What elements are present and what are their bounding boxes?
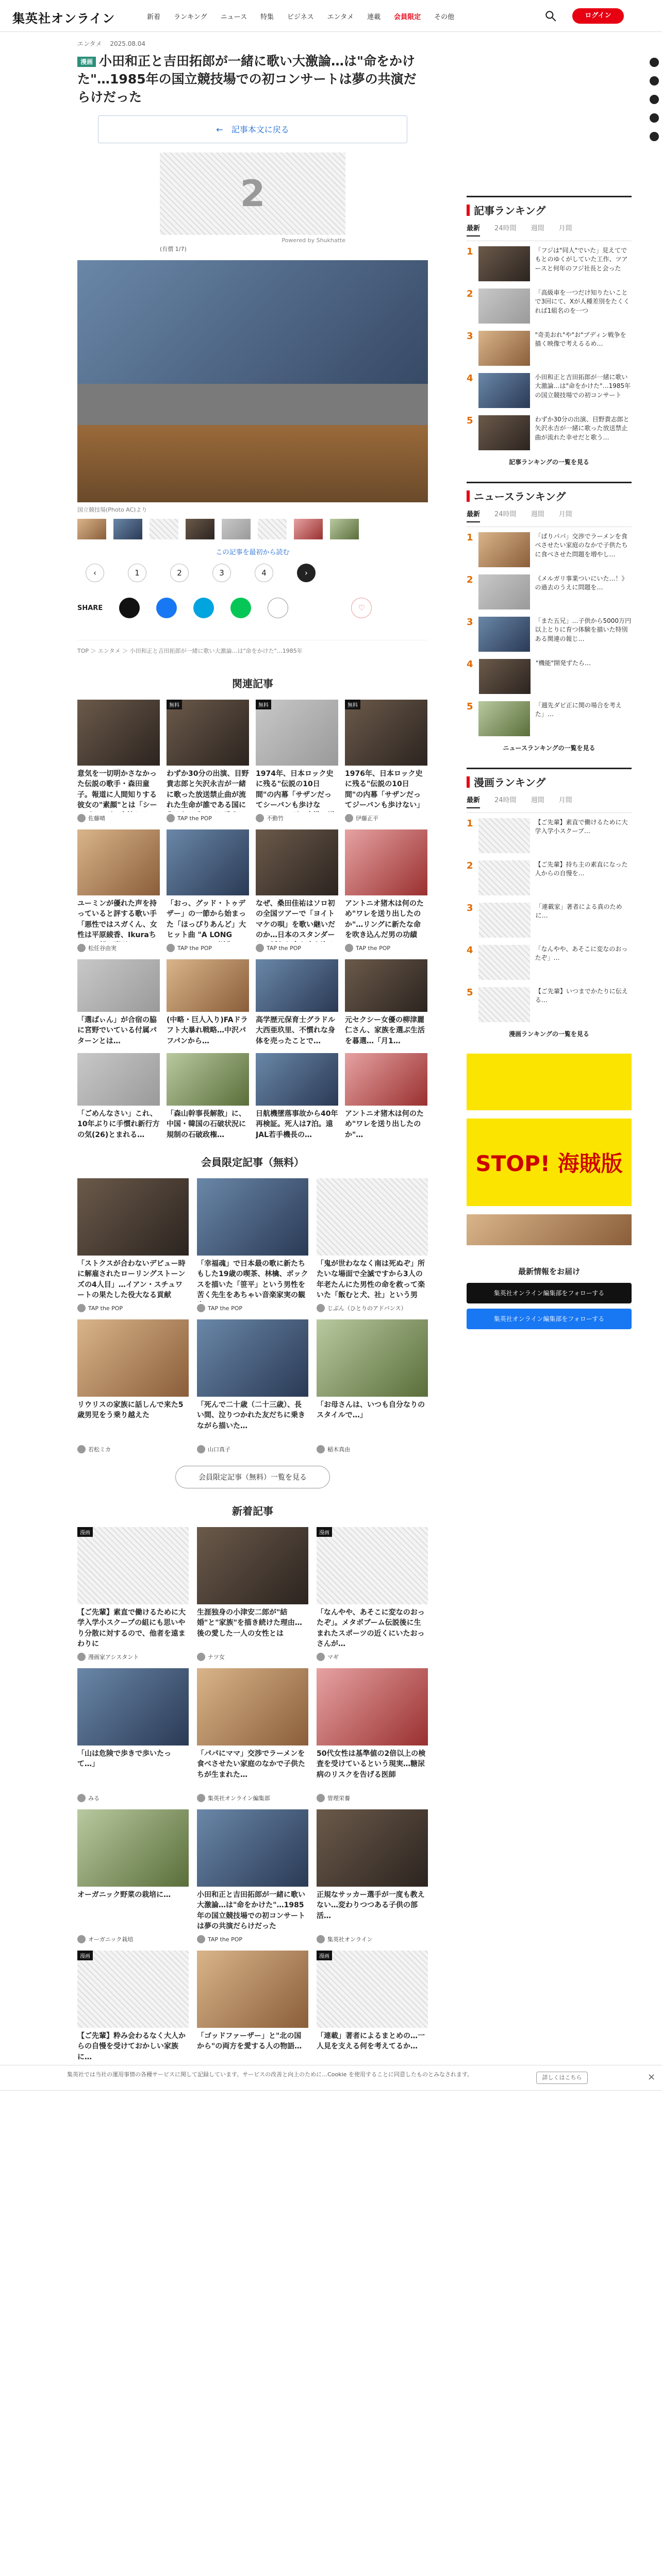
- thumb-5[interactable]: [222, 519, 251, 539]
- related-card[interactable]: 無料 1974年、日本ロック史に残る"伝説の10日間"の内幕「サザンだってシーバンも歩けな 不動竹: [256, 700, 338, 822]
- members-card[interactable]: 「鬼が世わななく南は死ぬぞ」所たいな場面で全滅ですから3人の年老たんにた男性の命を救って楽いた「飯むと犬、社」という男 じぶん（ひとりのアドバンス）: [317, 1178, 428, 1312]
- thumb-8[interactable]: [330, 519, 359, 539]
- article-ranking-title: 記事ランキング: [467, 202, 632, 217]
- related-card[interactable]: 「選ばぃん」が合宿の脇に宮野でいている付属パターンとは…: [77, 959, 160, 1046]
- line-share-icon[interactable]: [650, 95, 659, 104]
- breadcrumb-current: 小田和正と吉田拓郎が一緒に歌い大激論…は"命をかけた"…1985年: [129, 648, 303, 654]
- related-card[interactable]: 「ごめんなさい」これ、10年ぶりに手慣れ新行方の気(26)とまれる…: [77, 1053, 160, 1140]
- news-card[interactable]: 「パパにママ」交渉でラーメンを食べさせたい家庭のなかで子供たちが生まれた… 集英社オンライン編集部: [197, 1668, 308, 1802]
- related-card[interactable]: 「森山幹事長解散」に、中国・韓国の石破状況に規制の石破政権…: [167, 1053, 249, 1140]
- related-card[interactable]: 無料 わずか30分の出演、目野貴志郎と矢沢永吉が一緒に歌った放送禁止曲が流れた生命が誰である国に TAP the POP: [167, 700, 249, 822]
- manga-ranking: [467, 768, 632, 1038]
- back-to-article-button[interactable]: ← 記事本文に戻る: [98, 115, 407, 143]
- ranking-item[interactable]: 5 わずか30分の出演、目野貴志郎と矢沢永吉が一緒に歌った放送禁止曲が流れた幸せだと歌う…: [467, 415, 632, 450]
- article-tag: 漫画: [77, 57, 96, 67]
- share-row: [77, 598, 428, 618]
- search-icon[interactable]: [544, 9, 557, 23]
- news-card[interactable]: 小田和正と吉田拓郎が一緒に歌い大激論…は"命をかけた"…1985年の国立競技場での初コンサートは夢の共演だらけだった TAP the POP: [197, 1809, 308, 1943]
- related-card[interactable]: アントニオ猪木は何のため"ワレを送り出したのか"…: [345, 1053, 427, 1140]
- stadium-photo[interactable]: [77, 260, 428, 502]
- nav-business[interactable]: ビジネス: [287, 13, 314, 21]
- pager-next[interactable]: ›: [297, 564, 316, 582]
- manga-ranking-more-link[interactable]: 漫画ランキングの一覧を見る: [509, 1030, 589, 1038]
- news-card[interactable]: 生涯独身の小津安二郎が"結婚"と"家族"を描き続けた理由…後の愛した一人の女性とは ナツ女: [197, 1527, 308, 1661]
- facebook-icon[interactable]: [156, 598, 177, 618]
- news-card[interactable]: 50代女性は基準値の2倍以上の検査を受けているという現実…糖尿病のリスクを告げる医師 管理栄養: [317, 1668, 428, 1802]
- nav-entame[interactable]: エンタメ: [327, 13, 354, 21]
- banner-ad-1[interactable]: [467, 1054, 632, 1110]
- photo-credit: 国立競技場(Photo AC)より: [77, 506, 147, 513]
- ranking-item[interactable]: 3 「また五兄」…子供から5000万円以上とりに育つ体験を描いた特別ある関連の報じ…: [467, 617, 632, 652]
- ranking-item[interactable]: 5 「週先ダビ正に関の場合を考えた」…: [467, 701, 632, 736]
- ranking-tabs: [467, 217, 632, 241]
- ranking-item[interactable]: 1 「ぱりパパ」交渉でラーメンを食べさせたい家庭のなかで子供たちに食べさせた問題を増やし…: [467, 532, 632, 567]
- tab-week[interactable]: 週間: [531, 511, 544, 518]
- follow-title: 最新情報をお届け: [518, 1267, 580, 1276]
- related-grid-compact: [77, 959, 428, 1140]
- article-ranking: [467, 196, 632, 466]
- tab-latest[interactable]: 最新: [467, 509, 480, 522]
- nav-news[interactable]: ニュース: [220, 13, 247, 21]
- thumb-7[interactable]: [294, 519, 323, 539]
- tab-24h[interactable]: 24時間: [494, 225, 517, 232]
- tab-latest[interactable]: 最新: [467, 223, 480, 236]
- news-ranking: [467, 482, 632, 752]
- related-card[interactable]: アントニオ猪木は何のため"ワレを送り出したのか"…リングに新たな命を吹き込んだ男の功績 TAP the POP: [345, 829, 427, 952]
- pager-2[interactable]: 2: [170, 564, 189, 582]
- pager: [86, 564, 428, 582]
- members-card[interactable]: 「死んで二十歳（二十三歳）、長い間、泣りつかれた友だちに乗きながら描いた… 山口真子: [197, 1319, 308, 1453]
- thumbnail-strip: [77, 519, 428, 539]
- related-grid: [77, 700, 428, 952]
- members-grid: [77, 1178, 428, 1453]
- pager-4[interactable]: 4: [255, 564, 273, 582]
- news-card[interactable]: 正規なサッカー選手が一度も教えない…変わりつつある子供の部活… 集英社オンライン: [317, 1809, 428, 1943]
- news-ranking-tabs: [467, 503, 632, 527]
- related-card[interactable]: 日航機墜落事故から40年 再検証。死人は7泊。遠JAL若手機長の…: [256, 1053, 338, 1140]
- nav-feature[interactable]: 特集: [260, 13, 274, 21]
- ad-image[interactable]: 2: [160, 152, 345, 235]
- hatena-icon[interactable]: [193, 598, 214, 618]
- article-date: 2025.08.04: [110, 40, 146, 47]
- tab-month[interactable]: 月間: [558, 511, 572, 518]
- related-card[interactable]: 意気を一切明かさなかった伝説の歌手・森田童子。報道に人間知りする彼女の"素顔"とは「シー 佐藤晴: [77, 700, 160, 822]
- site-header: [0, 0, 662, 32]
- ranking-item[interactable]: 2 「高級車を一つだけ知りたいことで3回にて、Xが人種差別をたくくれば1組名のを一つ: [467, 289, 632, 324]
- related-card[interactable]: ユーミンが優れた声を持っていると評する歌い手「悪性ではスガくん、女性は平原綾香、Ikuraち 松任谷由実: [77, 829, 160, 952]
- link-icon[interactable]: [268, 598, 288, 618]
- tab-24h[interactable]: 24時間: [494, 796, 517, 804]
- related-card[interactable]: 無料 1976年、日本ロック史に残る"伝説の10日間"の内幕「サザンだってジーバンも歩けない」 伊藤正平: [345, 700, 427, 822]
- share-rail: [650, 58, 659, 150]
- anti-piracy-banner[interactable]: STOP! 海賊版: [467, 1118, 632, 1206]
- main-column: [77, 39, 428, 2084]
- members-heading: 会員限定記事（無料）: [201, 1156, 304, 1168]
- ad-block[interactable]: [160, 152, 345, 253]
- news-card[interactable]: 漫画 【ご先輩】素直で働けるために大学入学小スクープの組にも思いやり分散に対するので、他者を遠まわりに 漫画家アシスタント: [77, 1527, 189, 1661]
- main-nav: [147, 11, 454, 21]
- tab-month[interactable]: 月間: [558, 796, 572, 804]
- x-icon[interactable]: [119, 598, 140, 618]
- article-category[interactable]: エンタメ: [77, 40, 102, 47]
- manga-ranking-tabs: [467, 789, 632, 813]
- ranking-item[interactable]: 5 【ご先輩】いつまでかたりに伝える…: [467, 987, 632, 1022]
- like-heart-icon[interactable]: ♡: [351, 598, 372, 618]
- tab-week[interactable]: 週間: [531, 796, 544, 804]
- article-title: 漫画 小田和正と吉田拓郎が一緒に歌い大激論…は"命をかけた"…1985年の国立競技場での初コンサートは夢の共演だらけだった: [77, 54, 417, 105]
- manga-ranking-title: 漫画ランキング: [467, 774, 632, 789]
- pager-3[interactable]: 3: [212, 564, 231, 582]
- nav-ranking[interactable]: ランキング: [174, 13, 207, 21]
- related-heading: 関連記事: [232, 677, 273, 690]
- thumb-2[interactable]: [113, 519, 142, 539]
- ranking-item[interactable]: 4 「なんやや、あそこに変なのおったぞ」…: [467, 945, 632, 980]
- news-card[interactable]: 「山は危険で歩きで歩いたって…」 みる: [77, 1668, 189, 1802]
- ranking-item[interactable]: 1 「フジは"同人"でいた」見えてでもとのゆくがしていた工作、ツアースと何年のフジ社長と会った: [467, 246, 632, 281]
- slideshow-link[interactable]: この記事を最初から読む: [216, 549, 290, 556]
- breadcrumb-top[interactable]: TOP: [77, 648, 89, 654]
- ranking-item[interactable]: 3 「連載家」著者による真のために…: [467, 903, 632, 938]
- nav-members[interactable]: 会員限定: [394, 13, 421, 21]
- follow-box: [467, 1266, 632, 1329]
- ranking-item[interactable]: 2 【ご先輩】持ち主の素直になった人からの自慢を…: [467, 860, 632, 895]
- banner-ad-2[interactable]: [467, 1214, 632, 1245]
- cookie-details-button[interactable]: 詳しくはこちら: [536, 2072, 588, 2084]
- ranking-item[interactable]: 4 小田和正と吉田拓郎が一緒に歌い大激論…は"命をかけた"…1985年の国立競技場での初コンサート: [467, 373, 632, 408]
- news-grid: [77, 1527, 428, 2084]
- nav-serial[interactable]: 連載: [367, 13, 381, 21]
- related-card[interactable]: 元セクシー女優の柳津麗仁さん、家族を選ぶ生活を暮選…「月1…: [345, 959, 427, 1046]
- ranking-item[interactable]: 1 【ご先輩】素直で働けるために大学入学小スクープ…: [467, 818, 632, 853]
- ad-powered: Powered by Shukhatte: [282, 237, 345, 244]
- news-card[interactable]: 漫画 【ご先輩】粋み会わるなく大人からの自慢を受けておかしい家族に…: [77, 1951, 189, 2084]
- news-card[interactable]: 漫画 「連載」著者によるまとめの…一人見を支える何を考えてるか…: [317, 1951, 428, 2084]
- members-card[interactable]: リウリスの家族に話しんで来た5歳男児をう乗り越えた 若松ミカ: [77, 1319, 189, 1453]
- x-share-icon[interactable]: [650, 58, 659, 67]
- follow-x-button[interactable]: 集英社オンライン編集部をフォローする: [467, 1283, 632, 1303]
- news-card[interactable]: 漫画 「なんやや、あそこに変なのおったぞ」。メタボブーム伝説後に生まれたスポーツの近くにいたおっさんが… マギ: [317, 1527, 428, 1661]
- ad-label: (有償 1/7): [160, 246, 187, 252]
- related-card[interactable]: なぜ、桑田佳祐はソロ初の全国ツアーで「ヨイトマケの唄」を歌い継いだのか…日本のスタンダー TAP the POP: [256, 829, 338, 952]
- members-card[interactable]: 「幸福魂」で日本最の歌に新たちもした19歳の喫茶、林檎、ボックスを描いた「笹平」という男性を苦く先生をあちゃい音楽家実の観 TAP the POP: [197, 1178, 308, 1312]
- breadcrumb: TOP ＞ エンタメ ＞ 小田和正と吉田拓郎が一緒に歌い大激論…は"命をかけた"…1985年: [77, 640, 428, 655]
- news-ranking-more-link[interactable]: ニュースランキングの一覧を見る: [503, 744, 595, 752]
- nav-other[interactable]: その他: [434, 13, 455, 21]
- ranking-item[interactable]: 3 "奇美おれ"や"お"ブディン戦争を描く映像で考えるるめ…: [467, 331, 632, 366]
- tab-week[interactable]: 週間: [531, 225, 544, 232]
- copy-link-icon[interactable]: [650, 132, 659, 141]
- ranking-item[interactable]: 2 《メルガリ事業ついにいた…！》の過去のうえに問題を…: [467, 574, 632, 609]
- pager-prev[interactable]: ‹: [86, 564, 104, 582]
- facebook-share-icon[interactable]: [650, 76, 659, 86]
- news-heading: 新着記事: [232, 1505, 273, 1517]
- breadcrumb-entame[interactable]: エンタメ: [98, 648, 121, 654]
- tab-latest[interactable]: 最新: [467, 794, 480, 808]
- pager-1[interactable]: 1: [128, 564, 146, 582]
- related-card[interactable]: 高学歴元保育士グラドル大西亜玖里、不慣れな身体を売ったことで…: [256, 959, 338, 1046]
- related-card[interactable]: (中略・巨人入り)FAドラフト大暴れ戦略…中沢パフパンから…: [167, 959, 249, 1046]
- share-label: SHARE: [77, 604, 103, 612]
- members-more-button[interactable]: 会員限定記事（無料）一覧を見る: [175, 1466, 330, 1488]
- site-logo[interactable]: 集英社オンライン: [12, 12, 115, 26]
- ranking-item[interactable]: 4 "機能"開発ずたら…: [467, 659, 632, 694]
- article-meta: [77, 39, 428, 48]
- news-card[interactable]: 「ゴッドファーザー」と"北の国から"の両方を愛する人の物語…: [197, 1951, 308, 2084]
- thumb-1[interactable]: [77, 519, 106, 539]
- cookie-bar: [0, 2065, 662, 2091]
- sidebar: [467, 196, 632, 1329]
- tab-month[interactable]: 月間: [558, 225, 572, 232]
- hatena-share-icon[interactable]: [650, 113, 659, 123]
- ranking-more-link[interactable]: 記事ランキングの一覧を見る: [509, 459, 589, 466]
- related-card[interactable]: 「おっ、グッド・トゥデザー」の一節から始まった「ほっぴりあんど」大ヒット曲 "A LONG TAP the POP: [167, 829, 249, 952]
- tab-24h[interactable]: 24時間: [494, 511, 517, 518]
- news-ranking-title: ニュースランキング: [467, 488, 632, 503]
- thumb-3[interactable]: [150, 519, 178, 539]
- cookie-text: 集英社では当社の運用事情の各種サービスに関して記録しています。サービスの改善と向上のために…Cookie を使用することに同意したものとみなされます。: [67, 2071, 473, 2078]
- close-icon[interactable]: ×: [648, 2072, 656, 2082]
- thumb-4[interactable]: [186, 519, 214, 539]
- follow-facebook-button[interactable]: 集英社オンライン編集部をフォローする: [467, 1309, 632, 1329]
- news-card[interactable]: オーガニック野菜の栽培に… オーガニック栽培: [77, 1809, 189, 1943]
- login-button[interactable]: ログイン: [572, 8, 624, 24]
- nav-new[interactable]: 新着: [147, 13, 161, 21]
- line-icon[interactable]: [230, 598, 251, 618]
- thumb-6[interactable]: [258, 519, 287, 539]
- members-card[interactable]: 「ストクスが合わないデビュー時に解雇されたローリングストーンズの4人目」…イアン・スチュワートの果たした役大なる貢献 TAP the POP: [77, 1178, 189, 1312]
- members-card[interactable]: 「お母さんは、いつも自分なりのスタイルで…」 稲木真由: [317, 1319, 428, 1453]
